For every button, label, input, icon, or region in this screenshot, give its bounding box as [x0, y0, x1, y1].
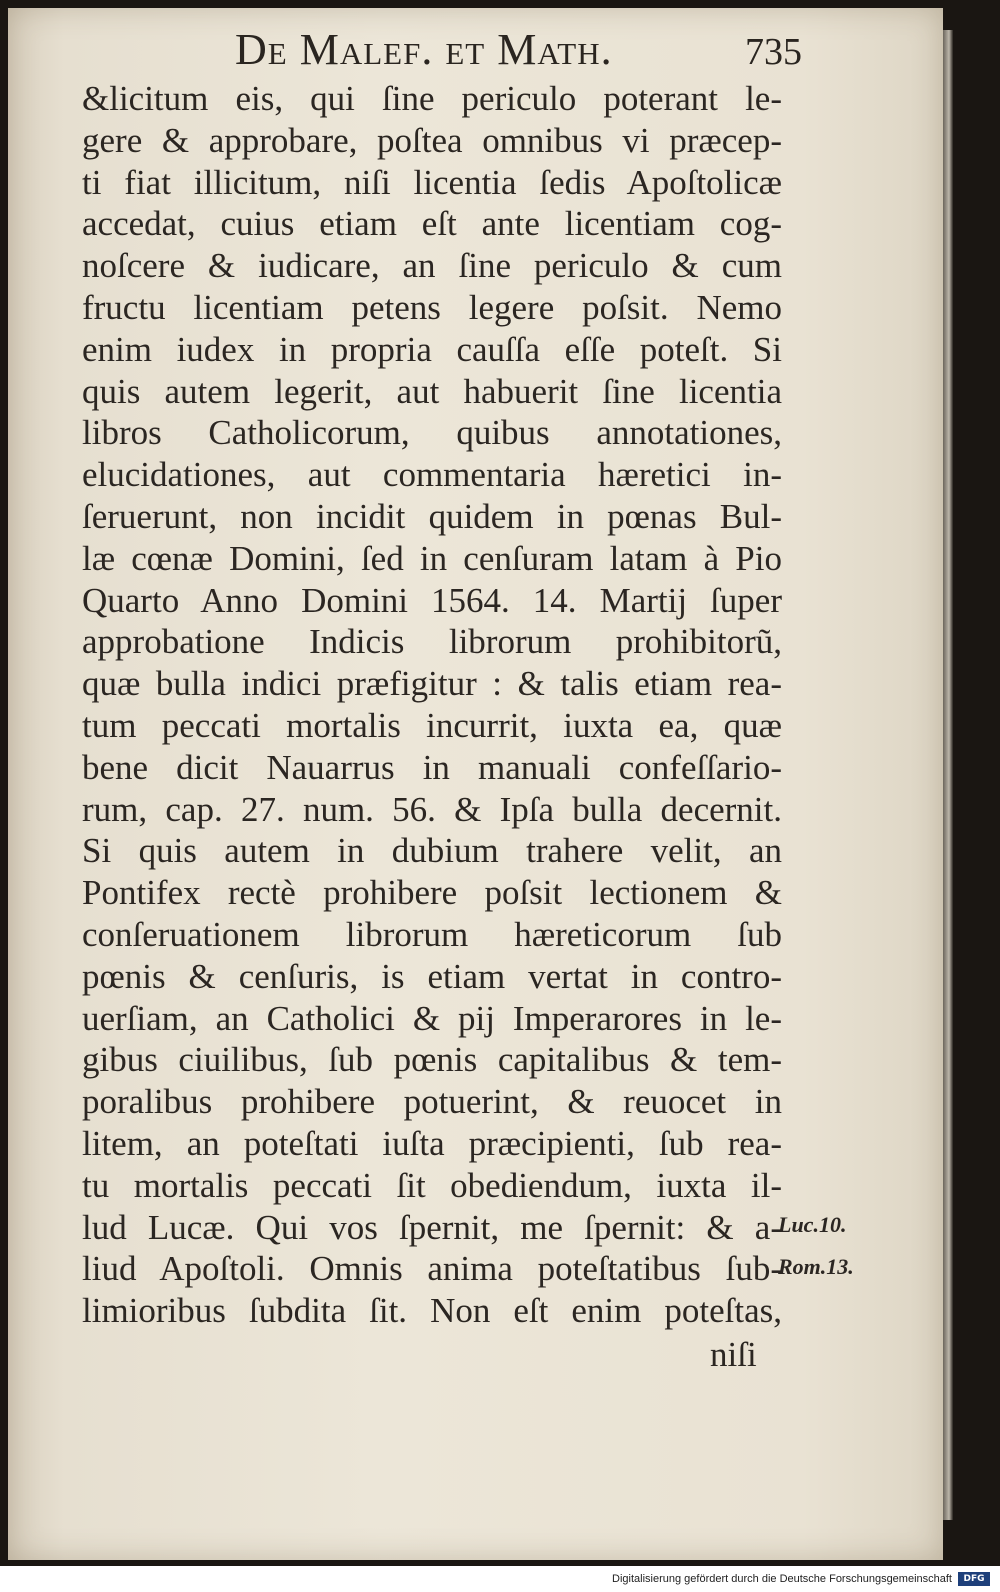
margin-note-luke: Luc.10. — [778, 1212, 847, 1237]
footer-bar — [0, 1566, 1000, 1592]
text-line: Si quis autem in dubium trahere velit, an — [82, 831, 782, 871]
text-line: poralibus prohibere potuerint, & reuocet in — [82, 1082, 782, 1122]
text-line: liud Apoſtoli. Omnis anima poteſtatibus ſub- — [82, 1249, 782, 1289]
text-line: gibus ciuilibus, ſub pœnis capitalibus & tem- — [82, 1040, 782, 1080]
text-line: ſeruerunt, non incidit quidem in pœnas Bul- — [82, 496, 782, 536]
text-line: bene dicit Nauarrus in manuali confeſſario- — [82, 747, 782, 787]
text-line: gere & approbare, poſtea omnibus vi præcep- — [82, 120, 782, 160]
running-head: De Malef. et Math. — [235, 25, 613, 74]
text-line: lud Lucæ. Qui vos ſpernit, me ſpernit: & a- — [82, 1207, 782, 1247]
text-line: rum, cap. 27. num. 56. & Ipſa bulla decernit. — [82, 789, 782, 829]
text-line: pœnis & cenſuris, is etiam vertat in contro- — [82, 956, 782, 996]
text-line: fructu licentiam petens legere poſsit. Nemo — [82, 287, 782, 327]
page-edge — [943, 30, 953, 1520]
text-line: approbatione Indicis librorum prohibitorũ, — [82, 622, 782, 662]
text-line: quæ bulla indici præfigitur : & talis etiam rea- — [82, 664, 782, 704]
footer-credit: Digitalisierung gefördert durch die Deutsche Forschungsgemeinschaft — [612, 1573, 952, 1585]
text-line: elucidationes, aut commentaria hæretici in- — [82, 455, 782, 495]
text-line: uerſiam, an Catholici & pij Imperarores in le- — [82, 998, 782, 1038]
body-text — [82, 78, 782, 1332]
text-line: tum peccati mortalis incurrit, iuxta ea, quæ — [82, 705, 782, 745]
margin-note-romans: Rom.13. — [778, 1254, 854, 1279]
catchword: niſi — [710, 1335, 757, 1374]
page-number: 735 — [745, 31, 802, 73]
text-line: Pontifex rectè prohibere poſsit lectionem & — [82, 873, 782, 913]
dfg-logo-icon: DFG — [958, 1572, 990, 1586]
text-line: Quarto Anno Domini 1564. 14. Martij ſuper — [82, 580, 782, 620]
text-line: noſcere & iudicare, an ſine periculo & cum — [82, 246, 782, 286]
text-line: limioribus ſubdita ſit. Non eſt enim poteſtas, — [82, 1291, 782, 1331]
text-line: conſeruationem librorum hæreticorum ſub — [82, 914, 782, 954]
text-line: ti fiat illicitum, niſi licentia ſedis Apoſtolicæ — [82, 162, 782, 202]
page-header — [235, 18, 802, 78]
text-line: &licitum eis, qui ſine periculo poterant le- — [82, 79, 782, 118]
text-line: accedat, cuius etiam eſt ante licentiam cog- — [82, 204, 782, 244]
text-line: litem, an poteſtati iuſta præcipienti, ſub rea- — [82, 1123, 782, 1163]
text-line: enim iudex in propria cauſſa eſſe poteſt. Si — [82, 329, 782, 369]
text-line: læ cœnæ Domini, ſed in cenſuram latam à Pio — [82, 538, 782, 578]
text-line: quis autem legerit, aut habuerit ſine licentia — [82, 371, 782, 411]
text-line: libros Catholicorum, quibus annotationes, — [82, 413, 782, 453]
text-line: tu mortalis peccati ſit obediendum, iuxta il- — [82, 1165, 782, 1205]
